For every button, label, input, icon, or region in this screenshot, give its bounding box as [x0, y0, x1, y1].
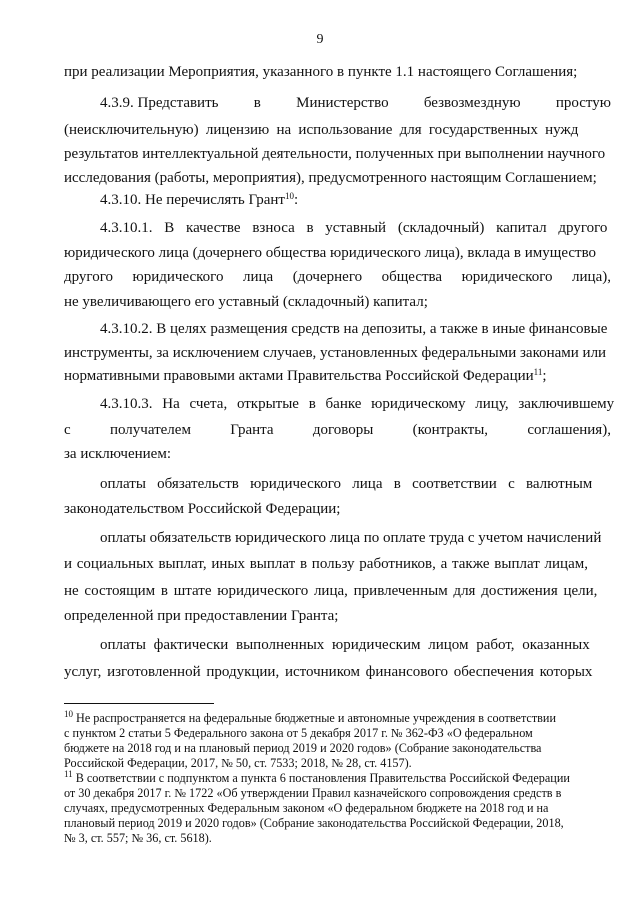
- paragraph-4-3-9-first-line: [100, 93, 611, 113]
- body-line-with-footnote: [64, 366, 611, 386]
- footnote-line: плановый период 2019 и 2020 годов» (Собрание законодательства Российской Федерации, 2018,: [64, 816, 564, 830]
- paragraph-tail: :: [293, 192, 299, 208]
- body-line: за исключением:: [64, 446, 171, 462]
- paragraph-4-3-10-3-first-line: 4.3.10.3. На счета, открытые в банке юридическому лицу, заключившему: [100, 396, 615, 412]
- footnote-separator: [64, 703, 214, 704]
- word: с: [64, 422, 71, 438]
- footnote-mark: 10: [64, 709, 73, 719]
- word: получателем: [109, 422, 191, 438]
- footnote-line: Российской Федерации, 2017, № 50, ст. 7533; 2018, № 28, ст. 4157).: [64, 756, 412, 770]
- body-line: исследования (работы, мероприятия), предусмотренного настоящим Соглашением;: [64, 170, 597, 186]
- paragraph-4-3-10-2-first-line: 4.3.10.2. В целях размещения средств на депозиты, а также в иные финансовые: [100, 321, 608, 337]
- word: безвозмездную: [423, 95, 521, 111]
- word: соглашения),: [527, 422, 611, 438]
- word: в: [253, 95, 261, 111]
- word: лица: [242, 269, 274, 285]
- footnote-10: [64, 711, 611, 726]
- footnote-mark: 11: [64, 769, 73, 779]
- word: юридического: [461, 269, 553, 285]
- body-line: результатов интеллектуальной деятельности, полученных при выполнении научного: [64, 146, 606, 162]
- exception-1-first-line: оплаты обязательств юридического лица в соответствии с валютным: [100, 476, 593, 492]
- word: Министерство: [296, 95, 389, 111]
- body-line: при реализации Мероприятия, указанного в пункте 1.1 настоящего Соглашения;: [64, 64, 578, 80]
- word: общества: [381, 269, 443, 285]
- footnote-ref-10: 10: [284, 191, 294, 201]
- word: юридического: [132, 269, 224, 285]
- body-line: инструменты, за исключением случаев, установленных федеральными законами или: [64, 345, 607, 361]
- body-line: определенной при предоставлении Гранта;: [64, 608, 339, 624]
- body-line: не увеличивающего его уставный (складочный) капитал;: [64, 294, 428, 310]
- page-number: 9: [316, 32, 324, 47]
- footnote-line: бюджете на 2018 год и на плановый период 2019 и 2020 годов» (Собрание законодательства: [64, 741, 542, 755]
- body-line: и социальных выплат, иных выплат в пользу работников, а также выплат лицам,: [64, 556, 588, 572]
- body-line: законодательством Российской Федерации;: [64, 501, 341, 517]
- word: договоры: [312, 422, 374, 438]
- word: лица),: [572, 269, 611, 285]
- paragraph-4-3-10: [100, 190, 611, 210]
- body-line: не состоящим в штате юридического лица, привлеченным для достижения цели,: [64, 583, 598, 599]
- footnote-text: В соответствии с подпунктом а пункта 6 постановления Правительства Российской Федерации: [72, 771, 570, 785]
- exception-3-first-line: оплаты фактически выполненных юридическим лицом работ, оказанных: [100, 637, 590, 653]
- justified-line: [64, 420, 611, 440]
- footnote-line: с пунктом 2 статьи 5 Федерального закона от 5 декабря 2017 г. № 362-ФЗ «О федеральном: [64, 726, 533, 740]
- word: Гранта: [230, 422, 274, 438]
- body-line: юридического лица (дочернего общества юридического лица), вклада в имущество: [64, 245, 597, 261]
- body-line: услуг, изготовленной продукции, источником финансового обеспечения которых: [64, 664, 593, 680]
- footnote-ref-11: 11: [533, 367, 543, 377]
- footnote-line: № 3, ст. 557; № 36, ст. 5618).: [64, 831, 212, 845]
- footnote-text: Не распространяется на федеральные бюджетные и автономные учреждения в соответствии: [73, 711, 556, 725]
- body-line: (неисключительную) лицензию на использование для государственных нужд: [64, 122, 579, 138]
- paragraph-4-3-10-1-first-line: 4.3.10.1. В качестве взноса в уставный (складочный) капитал другого: [100, 220, 608, 236]
- footnote-line: от 30 декабря 2017 г. № 1722 «Об утверждении Правил казначейского сопровождения средств в: [64, 786, 562, 800]
- word: простую: [555, 95, 611, 111]
- line-tail: ;: [542, 368, 547, 384]
- word: (дочернего: [292, 269, 363, 285]
- justified-line: [64, 267, 611, 287]
- exception-2-first-line: оплаты обязательств юридического лица по оплате труда с учетом начислений: [100, 530, 602, 546]
- paragraph-text: 4.3.10. Не перечислять Грант: [100, 192, 285, 208]
- line-text: нормативными правовыми актами Правительства Российской Федерации: [64, 368, 534, 384]
- footnote-11: [64, 771, 611, 786]
- word: (контракты,: [412, 422, 489, 438]
- word: другого: [64, 269, 113, 285]
- footnote-line: случаях, предусмотренных Федеральным законом «О федеральном бюджете на 2018 год и на: [64, 801, 549, 815]
- word: 4.3.9. Представить: [100, 95, 219, 111]
